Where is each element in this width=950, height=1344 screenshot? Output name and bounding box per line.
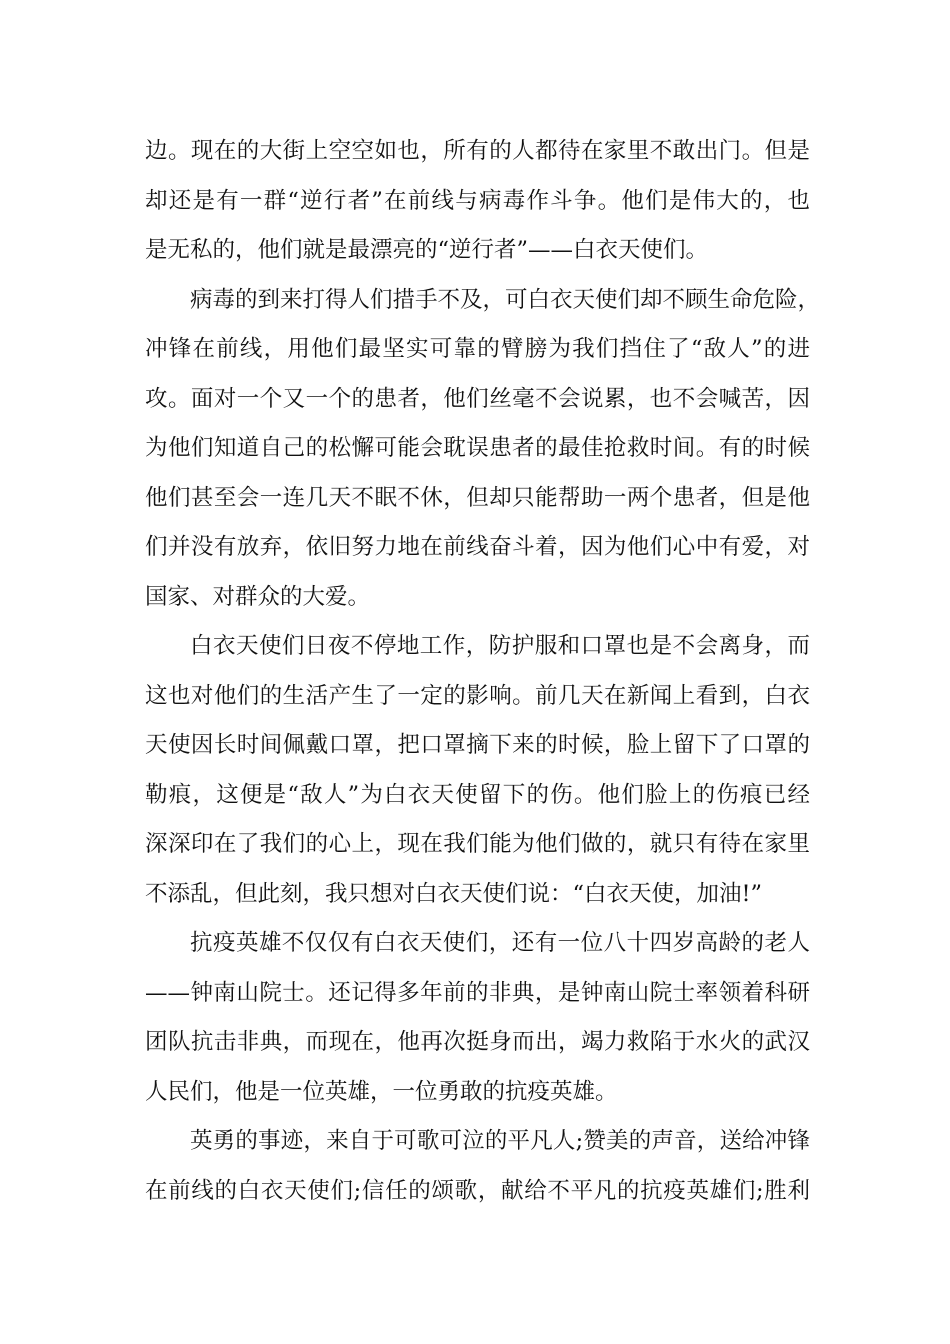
- text-line: 团队抗击非典，而现在，他再次挺身而出，竭力救陷于水火的武汉: [145, 1029, 810, 1055]
- text-line: 边。现在的大街上空空如也，所有的人都待在家里不敢出门。但是: [145, 138, 810, 164]
- text-line: 这也对他们的生活产生了一定的影响。前几天在新闻上看到，白衣: [145, 682, 810, 709]
- text-line: 们并没有放弃，依旧努力地在前线奋斗着，因为他们心中有爱，对: [145, 534, 810, 560]
- text-line: 人民们，他是一位英雄，一位勇敢的抗疫英雄。: [145, 1078, 618, 1105]
- text-line: 勒痕，这便是“敌人”为白衣天使留下的伤。他们脸上的伤痕已经: [145, 781, 810, 808]
- text-line: 国家、对群众的大爱。: [145, 583, 371, 610]
- text-line: 在前线的白衣天使们;信任的颂歌，献给不平凡的抗疫英雄们;胜利: [145, 1177, 810, 1204]
- text-line: 英勇的事迹，来自于可歌可泣的平凡人;赞美的声音，送给冲锋: [190, 1128, 810, 1154]
- text-line: ——钟南山院士。还记得多年前的非典，是钟南山院士率领着科研: [145, 979, 810, 1006]
- text-line: 白衣天使们日夜不停地工作，防护服和口罩也是不会离身，而: [190, 633, 810, 659]
- text-line: 却还是有一群“逆行者”在前线与病毒作斗争。他们是伟大的，也: [145, 187, 810, 214]
- text-line: 病毒的到来打得人们措手不及，可白衣天使们却不顾生命危险，: [190, 286, 821, 313]
- text-line: 冲锋在前线，用他们最坚实可靠的臂膀为我们挡住了“敌人”的进: [145, 336, 810, 362]
- text-line: 天使因长时间佩戴口罩，把口罩摘下来的时候，脸上留下了口罩的: [145, 732, 810, 758]
- text-line: 深深印在了我们的心上，现在我们能为他们做的，就只有待在家里: [145, 831, 810, 857]
- text-line: 攻。面对一个又一个的患者，他们丝毫不会说累，也不会喊苦，因: [145, 385, 810, 412]
- text-line: 为他们知道自己的松懈可能会耽误患者的最佳抢救时间。有的时候: [145, 435, 810, 461]
- text-line: 抗疫英雄不仅仅有白衣天使们，还有一位八十四岁高龄的老人: [190, 930, 810, 956]
- text-line: 不添乱，但此刻，我只想对白衣天使们说：“白衣天使，加油!”: [145, 880, 763, 907]
- article-body: [145, 127, 821, 1216]
- text-line: 是无私的，他们就是最漂亮的“逆行者”——白衣天使们。: [145, 237, 709, 263]
- text-line: 他们甚至会一连几天不眠不休，但却只能帮助一两个患者，但是他: [145, 484, 810, 511]
